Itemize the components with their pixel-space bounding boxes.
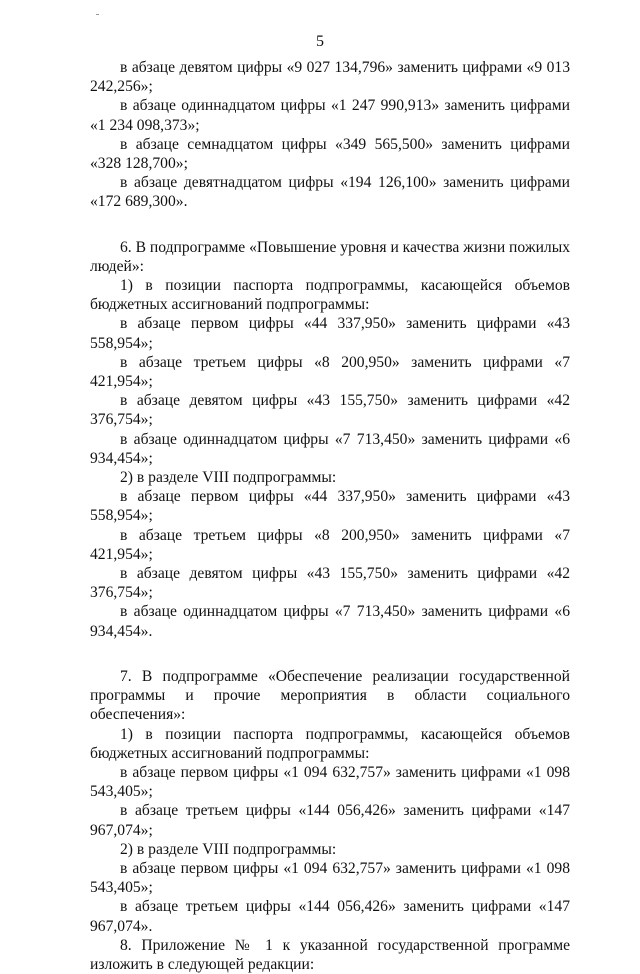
section-heading-6: 6. В подпрограмме «Повышение уровня и качества жизни пожилых людей»: bbox=[90, 238, 570, 275]
paragraph: в абзаце девятом цифры «43 155,750» заменить цифрами «42 376,754»; bbox=[90, 392, 570, 429]
paragraph: в абзаце одиннадцатом цифры «7 713,450» заменить цифрами «6 934,454». bbox=[90, 603, 570, 640]
paragraph: в абзаце одиннадцатом цифры «7 713,450» заменить цифрами «6 934,454»; bbox=[90, 430, 570, 467]
paragraph: в абзаце первом цифры «44 337,950» заменить цифрами «43 558,954»; bbox=[90, 315, 570, 352]
document-body bbox=[90, 58, 570, 974]
section-heading-7: 7. В подпрограмме «Обеспечение реализации государственной программы и прочие мероприятия в области социального обеспечения»: bbox=[90, 667, 570, 724]
paragraph: 1) в позиции паспорта подпрограммы, касающейся объемов бюджетных ассигнований подпрограммы: bbox=[90, 725, 570, 762]
scan-mark bbox=[96, 14, 99, 15]
paragraph-gap bbox=[90, 212, 570, 238]
paragraph: в абзаце первом цифры «1 094 632,757» заменить цифрами «1 098 543,405»; bbox=[90, 859, 570, 897]
page-number: 5 bbox=[316, 33, 324, 50]
paragraph: в абзаце третьем цифры «8 200,950» заменить цифрами «7 421,954»; bbox=[90, 526, 570, 563]
paragraph-gap bbox=[90, 641, 570, 667]
section-heading-8: 8. Приложение № 1 к указанной государственной программе изложить в следующей редакции: bbox=[90, 936, 570, 973]
paragraph: 2) в разделе VIII подпрограммы: bbox=[120, 840, 337, 858]
paragraph: в абзаце семнадцатом цифры «349 565,500» заменить цифрами «328 128,700»; bbox=[90, 135, 570, 173]
paragraph: в абзаце третьем цифры «144 056,426» заменить цифрами «147 967,074»; bbox=[90, 802, 570, 839]
paragraph: в абзаце девятнадцатом цифры «194 126,100» заменить цифрами «172 689,300». bbox=[90, 174, 570, 211]
paragraph: в абзаце первом цифры «1 094 632,757» заменить цифрами «1 098 543,405»; bbox=[90, 763, 570, 801]
paragraph: в абзаце первом цифры «44 337,950» заменить цифрами «43 558,954»; bbox=[90, 488, 570, 525]
paragraph: в абзаце третьем цифры «144 056,426» заменить цифрами «147 967,074». bbox=[90, 898, 570, 935]
paragraph: в абзаце девятом цифры «9 027 134,796» заменить цифрами «9 013 242,256»; bbox=[90, 59, 570, 96]
paragraph: в абзаце одиннадцатом цифры «1 247 990,913» заменить цифрами «1 234 098,373»; bbox=[90, 97, 570, 134]
paragraph: в абзаце третьем цифры «8 200,950» заменить цифрами «7 421,954»; bbox=[90, 353, 570, 391]
paragraph: 1) в позиции паспорта подпрограммы, касающейся объемов бюджетных ассигнований подпрограммы: bbox=[90, 277, 570, 314]
paragraph: в абзаце девятом цифры «43 155,750» заменить цифрами «42 376,754»; bbox=[90, 565, 570, 602]
paragraph: 2) в разделе VIII подпрограммы: bbox=[120, 469, 337, 487]
